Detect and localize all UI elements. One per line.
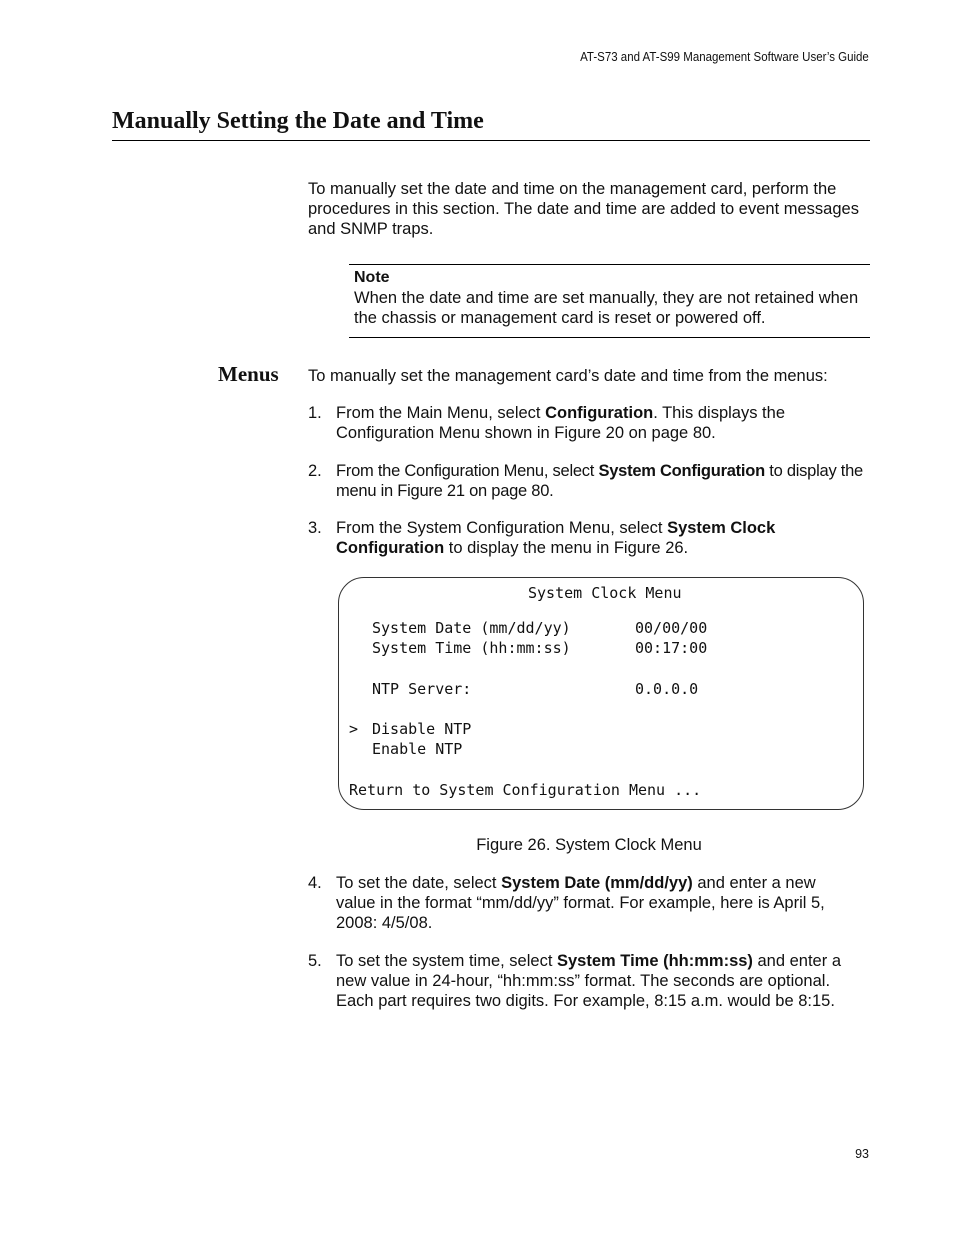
system-date-option: System Date (mm/dd/yy)	[372, 619, 571, 637]
step-keyword: System Clock Configuration	[336, 519, 776, 557]
step-4: 4. To set the date, select System Date (mm/dd/yy) and enter a new value in the format “mm/dd/yy” format. For example, here is April 5, 2008: 4/5/08.	[308, 874, 825, 932]
system-clock-menu-figure	[338, 577, 864, 810]
menus-intro: To manually set the management card’s date and time from the menus:	[308, 367, 828, 385]
note-box	[349, 264, 870, 338]
section-title: Manually Setting the Date and Time	[112, 106, 870, 141]
ntp-server-option: NTP Server:	[372, 680, 472, 698]
step-5: 5. To set the system time, select System Time (hh:mm:ss) and enter a new value in 24-hour, “hh:mm:ss” format. The seconds are optional. Each part requires two digits. For example, 8:15 a.m. would be 8:15.	[308, 952, 841, 1010]
step-number: 5.	[308, 952, 322, 970]
step-number: 1.	[308, 404, 322, 422]
step-3: 3. From the System Configuration Menu, select System Clock Configuration to display the menu in Figure 26.	[308, 519, 776, 557]
step-keyword: System Configuration	[598, 462, 765, 480]
step-keyword: System Date (mm/dd/yy)	[501, 874, 693, 892]
figure-caption: Figure 26. System Clock Menu	[476, 836, 702, 854]
system-date-value: 00/00/00	[635, 619, 708, 637]
return-option: Return to System Configuration Menu ...	[349, 781, 702, 799]
step-1: 1. From the Main Menu, select Configuration. This displays the Configuration Menu shown in Figure 20 on page 80.	[308, 404, 785, 442]
enable-ntp-option: Enable NTP	[372, 740, 463, 758]
step-2: 2. From the Configuration Menu, select System Configuration to display the menu in Figure 21 on page 80.	[308, 462, 863, 500]
running-header: AT-S73 and AT-S99 Management Software User’s Guide	[580, 50, 869, 64]
disable-ntp-option: Disable NTP	[372, 720, 472, 738]
system-time-option: System Time (hh:mm:ss)	[372, 639, 571, 657]
note-title: Note	[354, 269, 390, 286]
menu-cursor: >	[349, 720, 359, 738]
terminal-title: System Clock Menu	[528, 584, 682, 602]
step-number: 3.	[308, 519, 322, 537]
menus-heading: Menus	[218, 362, 279, 386]
ntp-server-value: 0.0.0.0	[635, 680, 699, 698]
step-number: 4.	[308, 874, 322, 892]
note-text: When the date and time are set manually, they are not retained when the chassis or management card is reset or powered off.	[354, 289, 859, 327]
step-number: 2.	[308, 462, 322, 480]
system-time-value: 00:17:00	[635, 639, 708, 657]
step-keyword: System Time (hh:mm:ss)	[557, 952, 753, 970]
intro-paragraph: To manually set the date and time on the management card, perform the procedures in this section. The date and time are added to event messages and SNMP traps.	[308, 180, 859, 238]
step-keyword: Configuration	[545, 404, 654, 422]
page-number: 93	[855, 1147, 869, 1161]
